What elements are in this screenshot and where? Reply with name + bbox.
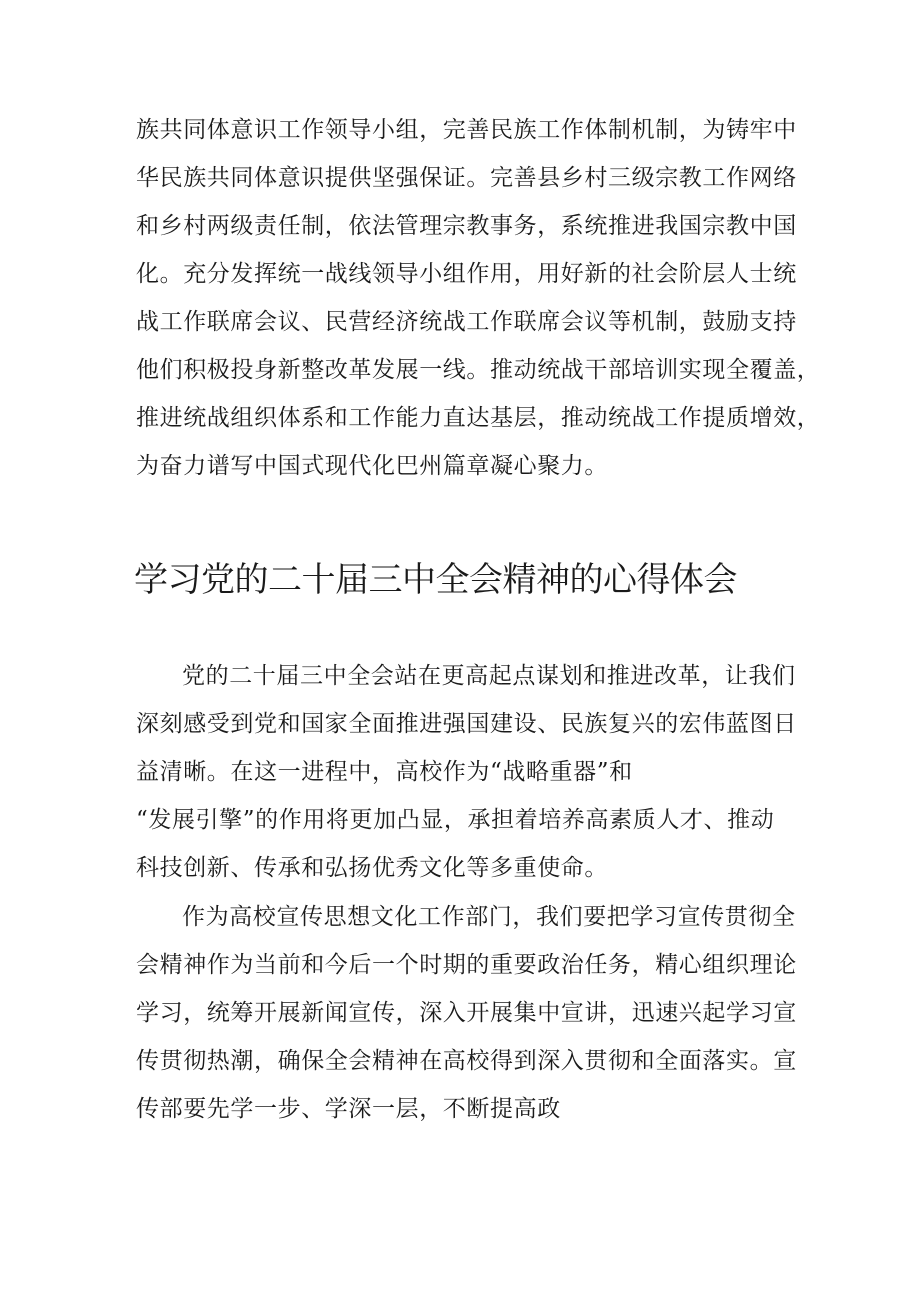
text-line: 华民族共同体意识提供坚强保证。完善县乡村三级宗教工作网络 [136,165,797,191]
text-line: 科技创新、传承和弘扬优秀文化等多重使命。 [136,855,608,881]
text-line: 作为高校宣传思想文化工作部门，我们要把学习宣传贯彻全 [182,904,796,930]
text-line: 学习，统筹开展新闻宣传，深入开展集中宣讲，迅速兴起学习宣 [136,1000,797,1026]
text-line: 益清晰。在这一进程中，高校作为“战略重器”和 [136,759,633,785]
text-line: 会精神作为当前和今后一个时期的重要政治任务，精心组织理论 [136,952,797,978]
text-line: “发展引擎”的作用将更加凸显，承担着培养高素质人才、推动 [136,807,775,833]
text-line: 推进统战组织体系和工作能力直达基层，推动统战工作提质增效， [136,405,821,431]
text-line: 和乡村两级责任制，依法管理宗教事务，系统推进我国宗教中国 [136,213,797,239]
text-line: 为奋力谱写中国式现代化巴州篇章凝心聚力。 [136,453,608,479]
text-line: 他们积极投身新整改革发展一线。推动统战干部培训实现全覆盖， [136,357,821,383]
text-line: 传部要先学一步、学深一层，不断提高政 [136,1096,561,1122]
text-line: 传贯彻热潮，确保全会精神在高校得到深入贯彻和全面落实。宣 [136,1048,797,1074]
text-line: 族共同体意识工作领导小组，完善民族工作体制机制，为铸牢中 [136,117,797,143]
article-title: 学习党的二十届三中全会精神的心得体会 [134,560,737,600]
text-line: 化。充分发挥统一战线领导小组作用，用好新的社会阶层人士统 [136,261,797,287]
text-line: 战工作联席会议、民营经济统战工作联席会议等机制，鼓励支持 [136,309,797,335]
text-line: 党的二十届三中全会站在更高起点谋划和推进改革，让我们 [182,663,796,689]
text-line: 深刻感受到党和国家全面推进强国建设、民族复兴的宏伟蓝图日 [136,711,797,737]
